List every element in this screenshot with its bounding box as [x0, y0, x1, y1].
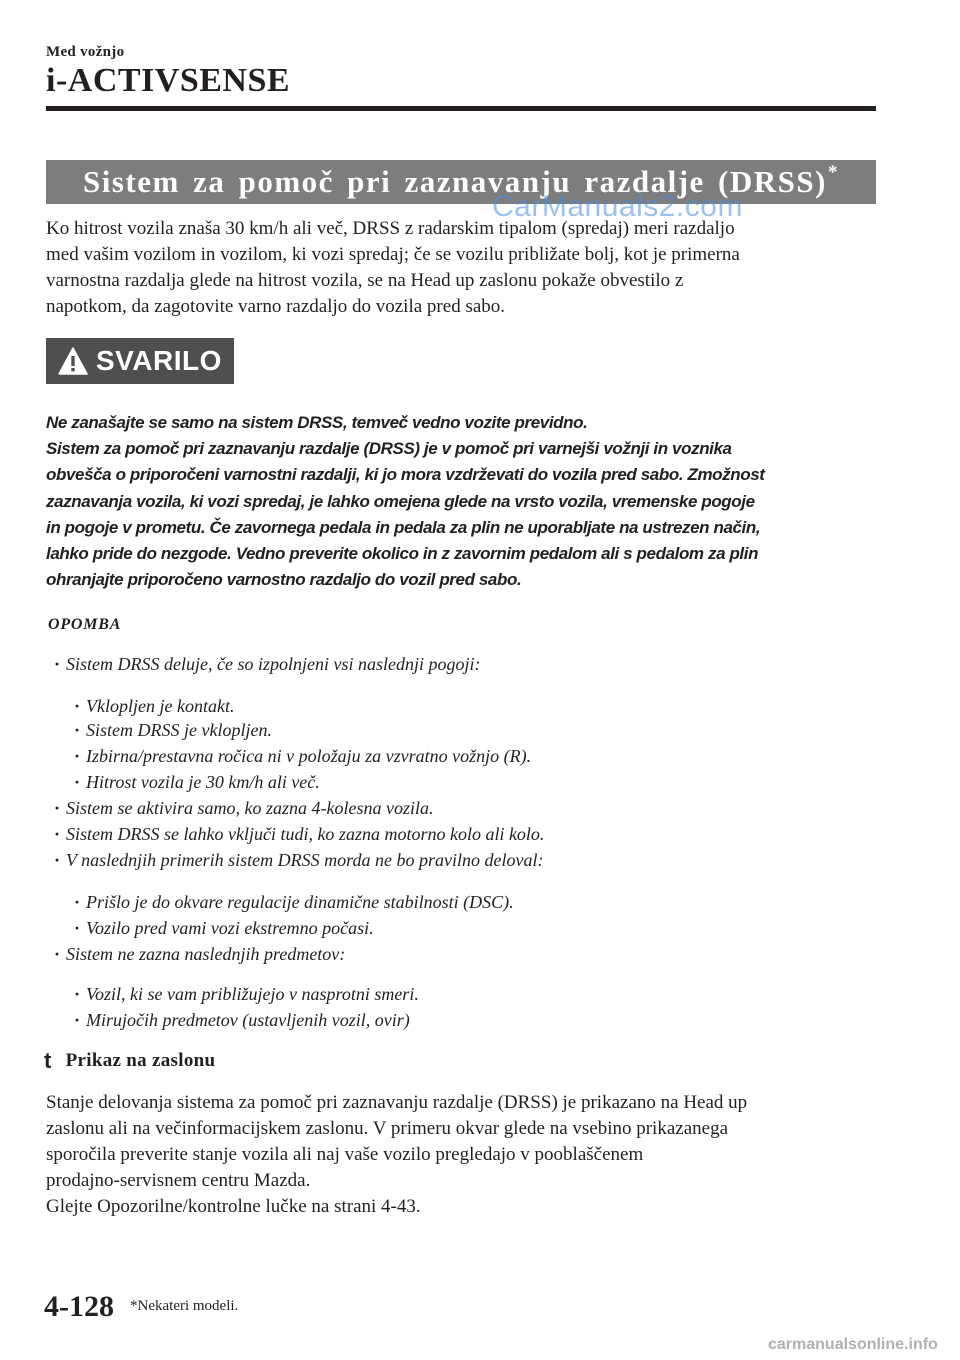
note-sub-bullet	[74, 770, 320, 794]
note-bullet	[54, 942, 346, 966]
warning-text	[46, 410, 876, 593]
intro-line: napotkom, da zagotovite varno razdaljo do vozila pred sabo.	[46, 296, 506, 317]
note-bullet	[54, 652, 481, 676]
note-bullet	[54, 848, 544, 872]
bullet-dot: ·	[54, 824, 61, 844]
note-sub-bullet	[74, 890, 514, 914]
display-line: zaslonu ali na večinformacijskem zaslonu. V primeru okvar glede na vsebino prikazanega	[46, 1118, 729, 1139]
title-footnote-marker: *	[827, 162, 839, 183]
title-bar	[46, 160, 876, 204]
bullet-dot: ·	[74, 984, 81, 1004]
note-sub-bullet	[74, 694, 235, 718]
header-rule	[46, 106, 876, 111]
intro-line: varnostna razdalja glede na hitrost vozila, se na Head up zaslonu pokaže obvestilo z	[46, 270, 684, 291]
note-bullet-text: Mirujočih predmetov (ustavljenih vozil, ovir)	[86, 1010, 410, 1030]
note-bullet	[54, 796, 434, 820]
note-sub-bullet	[74, 718, 272, 742]
intro-line: Ko hitrost vozila znaša 30 km/h ali več, DRSS z radarskim tipalom (spredaj) meri razdaljo	[46, 218, 735, 239]
note-bullet-text: Vozilo pred vami vozi ekstremno počasi.	[86, 918, 374, 938]
chapter-title: i-ACTIVSENSE	[46, 62, 291, 99]
note-bullet-text: Prišlo je do okvare regulacije dinamične stabilnosti (DSC).	[86, 892, 514, 912]
display-line: Stanje delovanja sistema za pomoč pri zaznavanju razdalje (DRSS) je prikazano na Head up	[46, 1092, 748, 1113]
note-bullet-text: Hitrost vozila je 30 km/h ali več.	[86, 772, 320, 792]
bullet-dot: ·	[54, 944, 61, 964]
note-sub-bullet	[74, 1008, 410, 1032]
note-heading: OPOMBA	[48, 616, 122, 633]
note-bullet-text: Vozil, ki se vam približujejo v nasprotni smeri.	[86, 984, 419, 1004]
subsection-heading	[44, 1048, 215, 1074]
bullet-dot: ·	[74, 720, 81, 740]
warning-line: zaznavanja vozila, ki vozi spredaj, je lahko omejena glede na vrsto vozila, vremenske pogoje	[46, 491, 755, 511]
warning-line: ohranjajte priporočeno varnostno razdaljo do vozil pred sabo.	[46, 570, 522, 590]
note-bullet-text: Sistem DRSS se lahko vključi tudi, ko zazna motorno kolo ali kolo.	[66, 824, 545, 844]
bullet-dot: ·	[54, 654, 61, 674]
warning-line: lahko pride do nezgode. Vedno preverite okolico in z zavornim pedalom ali s pedalom za plin	[46, 544, 759, 564]
note-sub-bullet	[74, 916, 374, 940]
display-line: sporočila preverite stanje vozila ali naj vaše vozilo pregledajo v pooblaščenem	[46, 1144, 644, 1165]
intro-paragraph	[46, 216, 876, 320]
note-bullet-text: Izbirna/prestavna ročica ni v položaju za vzvratno vožnjo (R).	[86, 746, 532, 766]
footnote: *Nekateri modeli.	[130, 1298, 239, 1314]
bullet-dot: ·	[74, 1010, 81, 1030]
display-line: prodajno-servisnem centru Mazda.	[46, 1170, 311, 1191]
warning-badge	[46, 338, 234, 384]
warning-line: Sistem za pomoč pri zaznavanju razdalje (DRSS) je v pomoč pri varnejši vožnji in voznika	[46, 439, 732, 459]
page-number: 4-128	[44, 1290, 114, 1323]
bullet-dot: ·	[74, 772, 81, 792]
note-bullet-text: Sistem ne zazna naslednjih predmetov:	[66, 944, 346, 964]
bullet-dot: ·	[74, 918, 81, 938]
note-bullet	[54, 822, 545, 846]
bullet-dot: ·	[74, 696, 81, 716]
warning-line: in pogoje v prometu. Če zavornega pedala in pedala za plin ne uporabljate na ustrezen način,	[46, 517, 761, 537]
warning-label: SVARILO	[96, 345, 222, 376]
warning-line: obvešča o priporočeni varnostni razdalji, ki jo mora vzdrževati do vozila pred sabo. Zmožnost	[46, 465, 765, 485]
warning-title: Ne zanašajte se samo na sistem DRSS, temveč vedno vozite previdno.	[46, 413, 588, 432]
subsection-title: Prikaz na zaslonu	[65, 1050, 216, 1071]
display-paragraph	[46, 1090, 876, 1220]
watermark: CarManuals2.com	[492, 190, 743, 223]
warning-triangle-icon	[58, 347, 88, 375]
bullet-dot: ·	[54, 850, 61, 870]
note-bullet-text: Vklopljen je kontakt.	[86, 696, 235, 716]
subsection-marker: t	[44, 1048, 52, 1073]
bullet-dot: ·	[54, 798, 61, 818]
intro-line: med vašim vozilom in vozilom, ki vozi spredaj; če se vozilu približate bolj, kot je primerna	[46, 244, 740, 265]
note-bullet-text: Sistem DRSS deluje, če so izpolnjeni vsi naslednji pogoji:	[66, 654, 481, 674]
bullet-dot: ·	[74, 746, 81, 766]
bullet-dot: ·	[74, 892, 81, 912]
note-sub-bullet	[74, 744, 532, 768]
site-mark: carmanualsonline.info	[768, 1336, 938, 1353]
title-text: Sistem za pomoč pri zaznavanju razdalje (DRSS)	[83, 164, 827, 199]
note-bullet-text: Sistem se aktivira samo, ko zazna 4-kolesna vozila.	[66, 798, 434, 818]
note-bullet-text: V naslednjih primerih sistem DRSS morda ne bo pravilno deloval:	[66, 850, 544, 870]
cross-reference-line: Glejte Opozorilne/kontrolne lučke na strani 4-43.	[46, 1196, 421, 1217]
note-bullet-text: Sistem DRSS je vklopljen.	[86, 720, 272, 740]
section-label: Med vožnjo	[46, 44, 125, 60]
note-sub-bullet	[74, 982, 419, 1006]
